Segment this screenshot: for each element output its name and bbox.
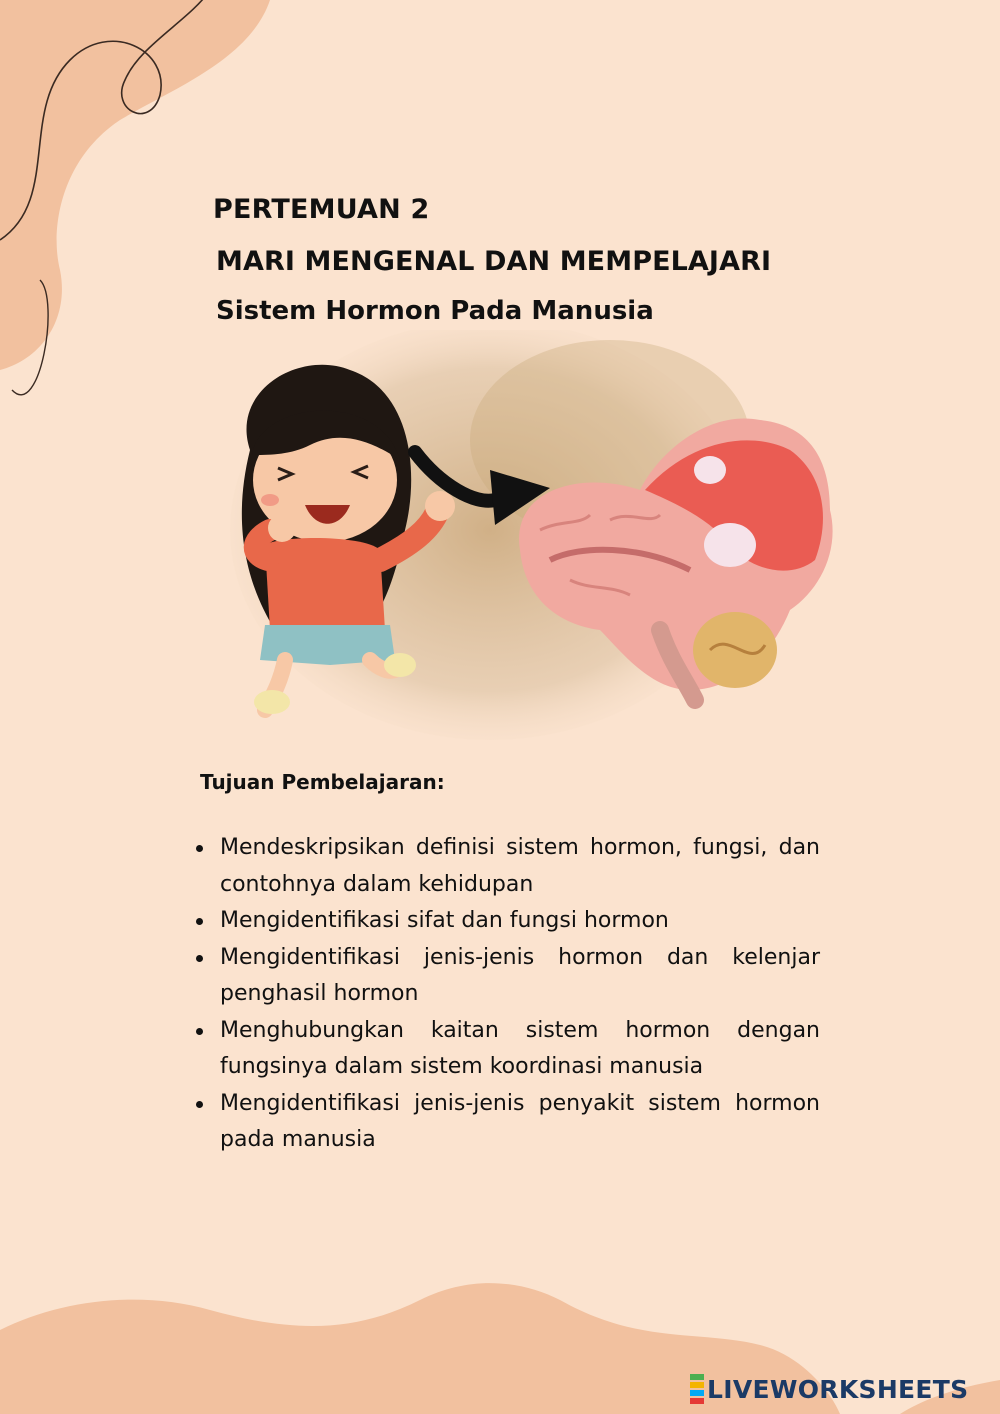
list-item: Mengidentifikasi sifat dan fungsi hormon — [190, 903, 820, 940]
list-item: Mengidentifikasi jenis-jenis hormon dan kelenjar penghasil hormon — [190, 940, 820, 1013]
girl-brain-illustration — [190, 330, 870, 770]
list-item: Mendeskripsikan definisi sistem hormon, fungsi, dan contohnya dalam kehidupan — [190, 830, 820, 903]
learning-goals-list — [190, 830, 820, 1159]
learning-goals-heading: Tujuan Pembelajaran: — [200, 770, 445, 794]
brand-name: LIVEWORKSHEETS — [707, 1374, 969, 1404]
page-title-main: MARI MENGENAL DAN MEMPELAJARI — [216, 246, 772, 277]
list-item: Menghubungkan kaitan sistem hormon dengan fungsinya dalam sistem koordinasi manusia — [190, 1013, 820, 1086]
brand-watermark — [690, 1372, 968, 1406]
list-item: Mengidentifikasi jenis-jenis penyakit sistem hormon pada manusia — [190, 1086, 820, 1159]
page-subtitle: Sistem Hormon Pada Manusia — [216, 296, 654, 326]
liveworksheets-logo-icon — [690, 1373, 704, 1405]
page-title-meeting: PERTEMUAN 2 — [213, 194, 430, 225]
